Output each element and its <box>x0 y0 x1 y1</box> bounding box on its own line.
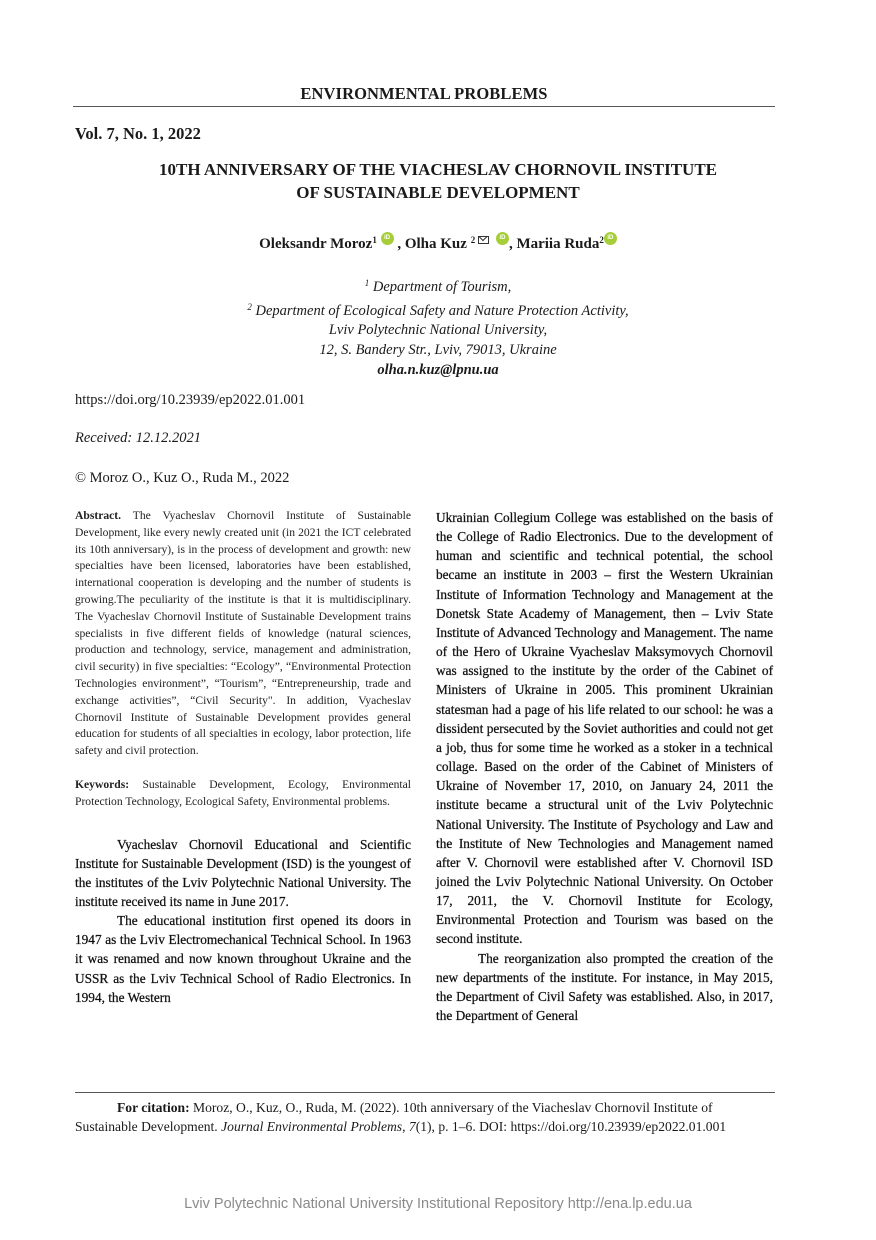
author-name: Olha Kuz <box>404 236 467 252</box>
affiliation-marker: 1 <box>372 235 377 245</box>
affiliation-2 <box>73 298 803 322</box>
orcid-icon[interactable]: iD <box>496 232 509 245</box>
email-envelope-icon[interactable] <box>478 236 489 244</box>
abstract <box>75 508 411 760</box>
citation-pages-doi[interactable]: (1), p. 1–6. DOI: https://doi.org/10.23939/ep2022.01.001 <box>415 1119 727 1134</box>
citation-label: For citation: <box>117 1100 190 1115</box>
author-list <box>73 232 803 253</box>
journal-header: ENVIRONMENTAL PROBLEMS <box>73 84 775 107</box>
keywords-label: Keywords: <box>75 777 130 791</box>
affiliation-1 <box>73 274 803 298</box>
repository-footer: Lviv Polytechnic National University Institutional Repository http://ena.lp.edu.ua <box>184 1196 692 1212</box>
affiliation-number: 2 <box>247 301 252 312</box>
affiliation-marker: 2 <box>470 235 476 245</box>
address: 12, S. Bandery Str., Lviv, 79013, Ukraine <box>319 342 557 359</box>
author-name: Mariia Ruda <box>516 236 600 252</box>
affiliation-text: Department of Tourism, <box>372 279 512 295</box>
body-paragraph-1: Vyacheslav Chornovil Educational and Scientific Institute for Sustainable Development (ISD) is the youngest of the institutes of the Lviv Polytechnic National University. The institute received its name in June 2017. <box>75 836 411 910</box>
left-column <box>75 508 411 1007</box>
citation-block <box>75 1092 775 1136</box>
affiliation-marker: 2 <box>599 235 604 245</box>
separator: , <box>397 236 402 252</box>
citation-text: Moroz, O., Kuz, O., Ruda, M. (2022). 10th anniversary of the Viacheslav Chornovil Institute of Sustainable Development. <box>75 1100 713 1134</box>
received-date: Received: 12.12.2021 <box>75 430 202 446</box>
title-line-1: 10TH ANNIVERSARY OF THE VIACHESLAV CHORNOVIL INSTITUTE <box>158 160 718 179</box>
body-paragraph-2: The educational institution first opened its doors in 1947 as the Lviv Electromechanical Technical School. In 1963 it was renamed and now known throughout Ukraine and the USSR as the Lviv Technical School of Radio Electronics. In 1994, the Western <box>75 913 411 1005</box>
keywords-text: Sustainable Development, Ecology, Environmental Protection Technology, Ecological Safety, Environmental problems. <box>75 777 411 808</box>
right-column <box>436 508 773 1025</box>
copyright: © Moroz O., Kuz O., Ruda M., 2022 <box>75 470 290 486</box>
citation-volume: 7 <box>408 1119 416 1134</box>
body-paragraph-2-continued: Ukrainian Collegium College was established on the basis of the College of Radio Electronics. Due to the development of human and scientific and technical potential, the school became an institute in 2003 – first the Western Ukrainian Institute of Information Technology and Management at the Donetsk State Academy of Management, then – Lviv State Institute of Advanced Technology and Management. The name of the Hero of Ukraine Vyacheslav Maksymovych Chornovil was assigned to the institute by the order of the Cabinet of Ministers of Ukraine in 2005. This prominent Ukrainian statesman had a page of his life related to our school: he was a dissident persecuted by the Soviet authorities and could not get a job, thus for some time he worked as a stoker in a technical collage. Based on the order of the Cabinet of Ministers of Ukraine of November 17, 2010, on January 24, 2011 the institute became a structural unit of the Lviv Polytechnic National University. The Institute of Psychology and Law and the Institute of New Technologies and Management named after V. Chornovil were established after V. Chornovil ISD joined the Lviv Polytechnic National University. On October 17, 2011, the V. Chornovil Institute for Ecology, Environmental Protection and Tourism was based on the second institute. <box>436 510 773 947</box>
keywords <box>75 777 411 811</box>
author-name: Oleksandr Moroz <box>259 236 373 252</box>
affiliation-text: Department of Ecological Safety and Nature Protection Activity, <box>255 302 629 319</box>
article-title <box>73 158 803 204</box>
orcid-icon[interactable]: iD <box>604 232 617 245</box>
affiliation-number: 1 <box>364 278 370 288</box>
title-line-2: OF SUSTAINABLE DEVELOPMENT <box>296 183 580 202</box>
volume-issue: Vol. 7, No. 1, 2022 <box>75 124 201 143</box>
university: Lviv Polytechnic National University, <box>328 322 548 339</box>
separator: , <box>508 236 513 252</box>
abstract-label: Abstract. <box>75 509 122 522</box>
doi-link[interactable]: https://doi.org/10.23939/ep2022.01.001 <box>75 392 306 408</box>
citation-journal: Journal Environmental Problems <box>221 1119 403 1134</box>
affiliations <box>73 274 803 381</box>
orcid-icon[interactable]: iD <box>381 232 394 245</box>
corresponding-email[interactable]: olha.n.kuz@lpnu.ua <box>377 361 499 378</box>
separator: , <box>402 1119 409 1134</box>
body-paragraph-3: The reorganization also prompted the creation of the new departments of the institute. For instance, in May 2015, the Department of Civil Safety was established. Also, in 2017, the Department of General <box>436 950 773 1024</box>
abstract-text: The Vyacheslav Chornovil Institute of Sustainable Development, like every newly created unit (in 2021 the ICT celebrated its 10th anniversary), is in the process of development and growth: new specialties have been licensed, laboratories have been established, international cooperation is developing and the number of students is growing.The peculiarity of the institute is that it is multidisciplinary. The Vyacheslav Chornovil Institute of Sustainable Development trains specialists in five different fields of knowledge (natural sciences, production and technology, service, management and administration, civil security) in five specialties: “Ecology”, “Environmental Protection Technologies environment”, “Tourism”, “Entrepreneurship, trade and exchange activities”, “Civil Security". In addition, Vyacheslav Chornovil Institute of Sustainable Development provides general education for students of all specialties in ecology, labor protection, life safety and civil protection. <box>75 509 411 758</box>
